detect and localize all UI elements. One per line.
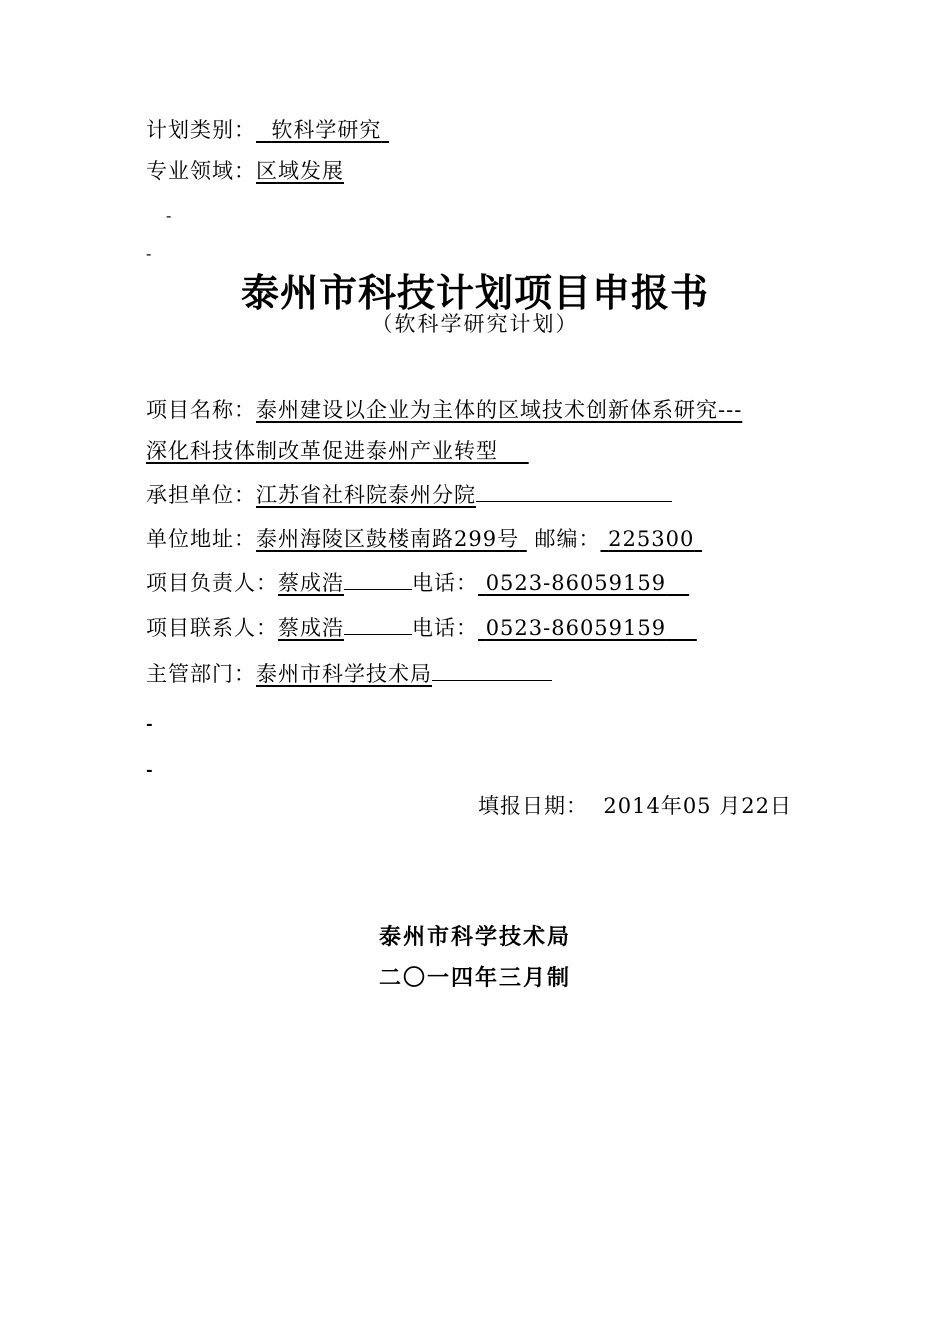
fill-date-year: 2014 xyxy=(603,794,661,818)
dash-mark-1: - xyxy=(166,206,172,225)
dash-mark-4: - xyxy=(146,760,153,779)
dept-row xyxy=(146,660,552,688)
address-row xyxy=(146,525,702,553)
contact-row xyxy=(146,614,697,642)
address-label: 单位地址： xyxy=(146,527,256,551)
fill-date-year-unit: 年 xyxy=(660,794,683,818)
contact-phone-label: 电话： xyxy=(412,616,478,640)
leader-value: 蔡成浩 xyxy=(278,571,344,595)
contact-label: 项目联系人： xyxy=(146,616,278,640)
unit-value: 江苏省社科院泰州分院 xyxy=(256,483,476,507)
field-row xyxy=(146,157,344,185)
project-name-label: 项目名称： xyxy=(146,398,256,422)
fill-date-row xyxy=(478,792,792,820)
leader-phone-value: 0523-86059159 xyxy=(485,571,667,595)
fill-date-month-unit: 月 xyxy=(719,794,742,818)
field-value: 区域发展 xyxy=(256,159,344,183)
field-label: 专业领域： xyxy=(146,159,256,183)
fill-date-day-unit: 日 xyxy=(769,794,792,818)
project-name-row xyxy=(146,396,742,424)
made-date: 二〇一四年三月制 xyxy=(378,965,571,991)
fill-date-day: 22 xyxy=(741,794,770,818)
fill-date-label: 填报日期： xyxy=(478,794,588,818)
dash-mark-3: - xyxy=(146,714,153,733)
document-subtitle: （软科学研究计划） xyxy=(371,312,579,336)
contact-phone-value: 0523-86059159 xyxy=(485,616,667,640)
leader-row xyxy=(146,569,689,597)
document-title: 泰州市科技计划项目申报书 xyxy=(240,271,709,315)
contact-value: 蔡成浩 xyxy=(278,616,344,640)
leader-phone-label: 电话： xyxy=(412,571,478,595)
postcode-label: 邮编： xyxy=(534,527,601,551)
dept-blank-line xyxy=(432,660,552,681)
leader-blank-line xyxy=(344,569,412,590)
leader-label: 项目负责人： xyxy=(146,571,278,595)
postcode-value: 225300 xyxy=(608,527,695,551)
project-name-row-2 xyxy=(146,437,529,465)
unit-blank-line xyxy=(476,481,672,502)
unit-row xyxy=(146,481,672,509)
project-name-value-line1: 泰州建设以企业为主体的区域技术创新体系研究--- xyxy=(256,398,743,422)
fill-date-month: 05 xyxy=(682,794,712,818)
dash-mark-2: - xyxy=(146,244,152,263)
project-name-value-line2: 深化科技体制改革促进泰州产业转型 xyxy=(146,439,498,463)
category-value: 软科学研究 xyxy=(271,118,382,142)
category-label: 计划类别： xyxy=(146,118,256,142)
contact-blank-line xyxy=(344,614,412,635)
unit-label: 承担单位： xyxy=(146,483,256,507)
address-value: 泰州海陵区鼓楼南路299号 xyxy=(256,527,520,551)
dept-label: 主管部门： xyxy=(146,662,256,686)
category-row xyxy=(146,116,389,144)
issuer-name: 泰州市科学技术局 xyxy=(378,924,571,950)
dept-value: 泰州市科学技术局 xyxy=(256,662,432,686)
